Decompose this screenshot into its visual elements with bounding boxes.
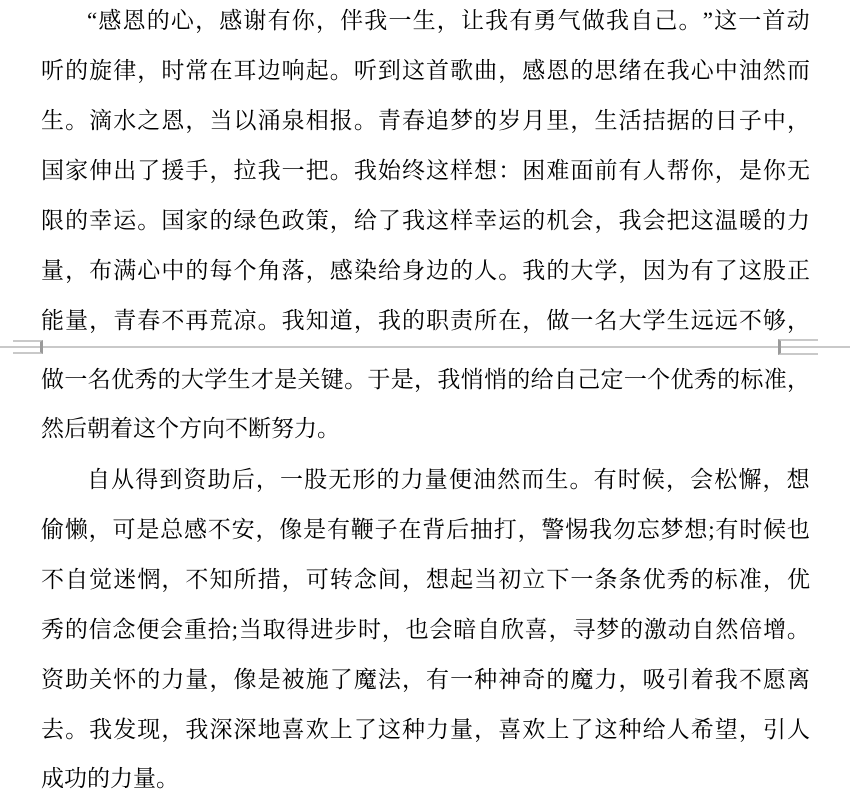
page-break-divider bbox=[0, 341, 850, 354]
page-corner-right-icon bbox=[778, 339, 818, 355]
text-line: 偷 懒 ， 可 是 总 感 不 安 ， 像 是 有 鞭 子 在 背 后 抽 打 ， 警 惕 我 勿 忘 梦 想 ; 有 时 候 也 bbox=[41, 516, 810, 542]
text-line: 秀 的 信 念 便 会 重 拾 ; 当 取 得 进 步 时 ， 也 会 暗 自 欣 喜 ， 寻 梦 的 激 动 自 然 倍 增 。 bbox=[41, 616, 810, 642]
text-line: 生 。 滴 水 之 恩 ， 当 以 涌 泉 相 报 。 青 春 追 梦 的 岁 月 里 ， 生 活 拮 据 的 日 子 中 ， bbox=[41, 107, 810, 133]
text-line: 然后朝着这个方向不断努力。 bbox=[41, 416, 340, 441]
text-line: 限 的 幸 运 。 国 家 的 绿 色 政 策 ， 给 了 我 这 样 幸 运 的 机 会 ， 我 会 把 这 温 暖 的 力 bbox=[41, 207, 810, 233]
text-line: 做 一 名 优 秀 的 大 学 生 才 是 关 键 。 于 是 ， 我 悄 悄 的 给 自 己 定 一 个 优 秀 的 标 准 ， bbox=[41, 366, 810, 392]
text-line: “ 感 恩 的 心 ， 感 谢 有 你 ， 伴 我 一 生 ， 让 我 有 勇 气 做 我 自 己 。 ” 这 一 首 动 bbox=[87, 7, 810, 33]
text-line: 量 ， 布 满 心 中 的 每 个 角 落 ， 感 染 给 身 边 的 人 。 我 的 大 学 ， 因 为 有 了 这 股 正 bbox=[41, 257, 810, 283]
text-line: 去 。 我 发 现 ， 我 深 深 地 喜 欢 上 了 这 种 力 量 ， 喜 欢 上 了 这 种 给 人 希 望 ， 引 人 bbox=[41, 716, 810, 742]
text-line: 听 的 旋 律 ， 时 常 在 耳 边 响 起 。 听 到 这 首 歌 曲 ， 感 恩 的 思 绪 在 我 心 中 油 然 而 bbox=[41, 57, 810, 83]
text-line: 不 自 觉 迷 惘 ， 不 知 所 措 ， 可 转 念 间 ， 想 起 当 初 立 下 一 条 条 优 秀 的 标 准 ， 优 bbox=[41, 566, 810, 592]
text-line: 资 助 关 怀 的 力 量 ， 像 是 被 施 了 魔 法 ， 有 一 种 神 奇 的 魔 力 ， 吸 引 着 我 不 愿 离 bbox=[41, 666, 810, 692]
page-break-line bbox=[0, 346, 850, 348]
text-line: 国 家 伸 出 了 援 手 ， 拉 我 一 把 。 我 始 终 这 样 想 ： 困 难 面 前 有 人 帮 你 ， 是 你 无 bbox=[41, 157, 810, 183]
page-corner-left-icon bbox=[13, 340, 43, 354]
text-line: 能 量 ， 青 春 不 再 荒 凉 。 我 知 道 ， 我 的 职 责 所 在 ， 做 一 名 大 学 生 远 远 不 够 ， bbox=[41, 307, 810, 333]
text-line: 自 从 得 到 资 助 后 ， 一 股 无 形 的 力 量 便 油 然 而 生 。 有 时 候 ， 会 松 懈 ， 想 bbox=[87, 466, 810, 492]
text-line: 成功的力量。 bbox=[41, 766, 179, 791]
